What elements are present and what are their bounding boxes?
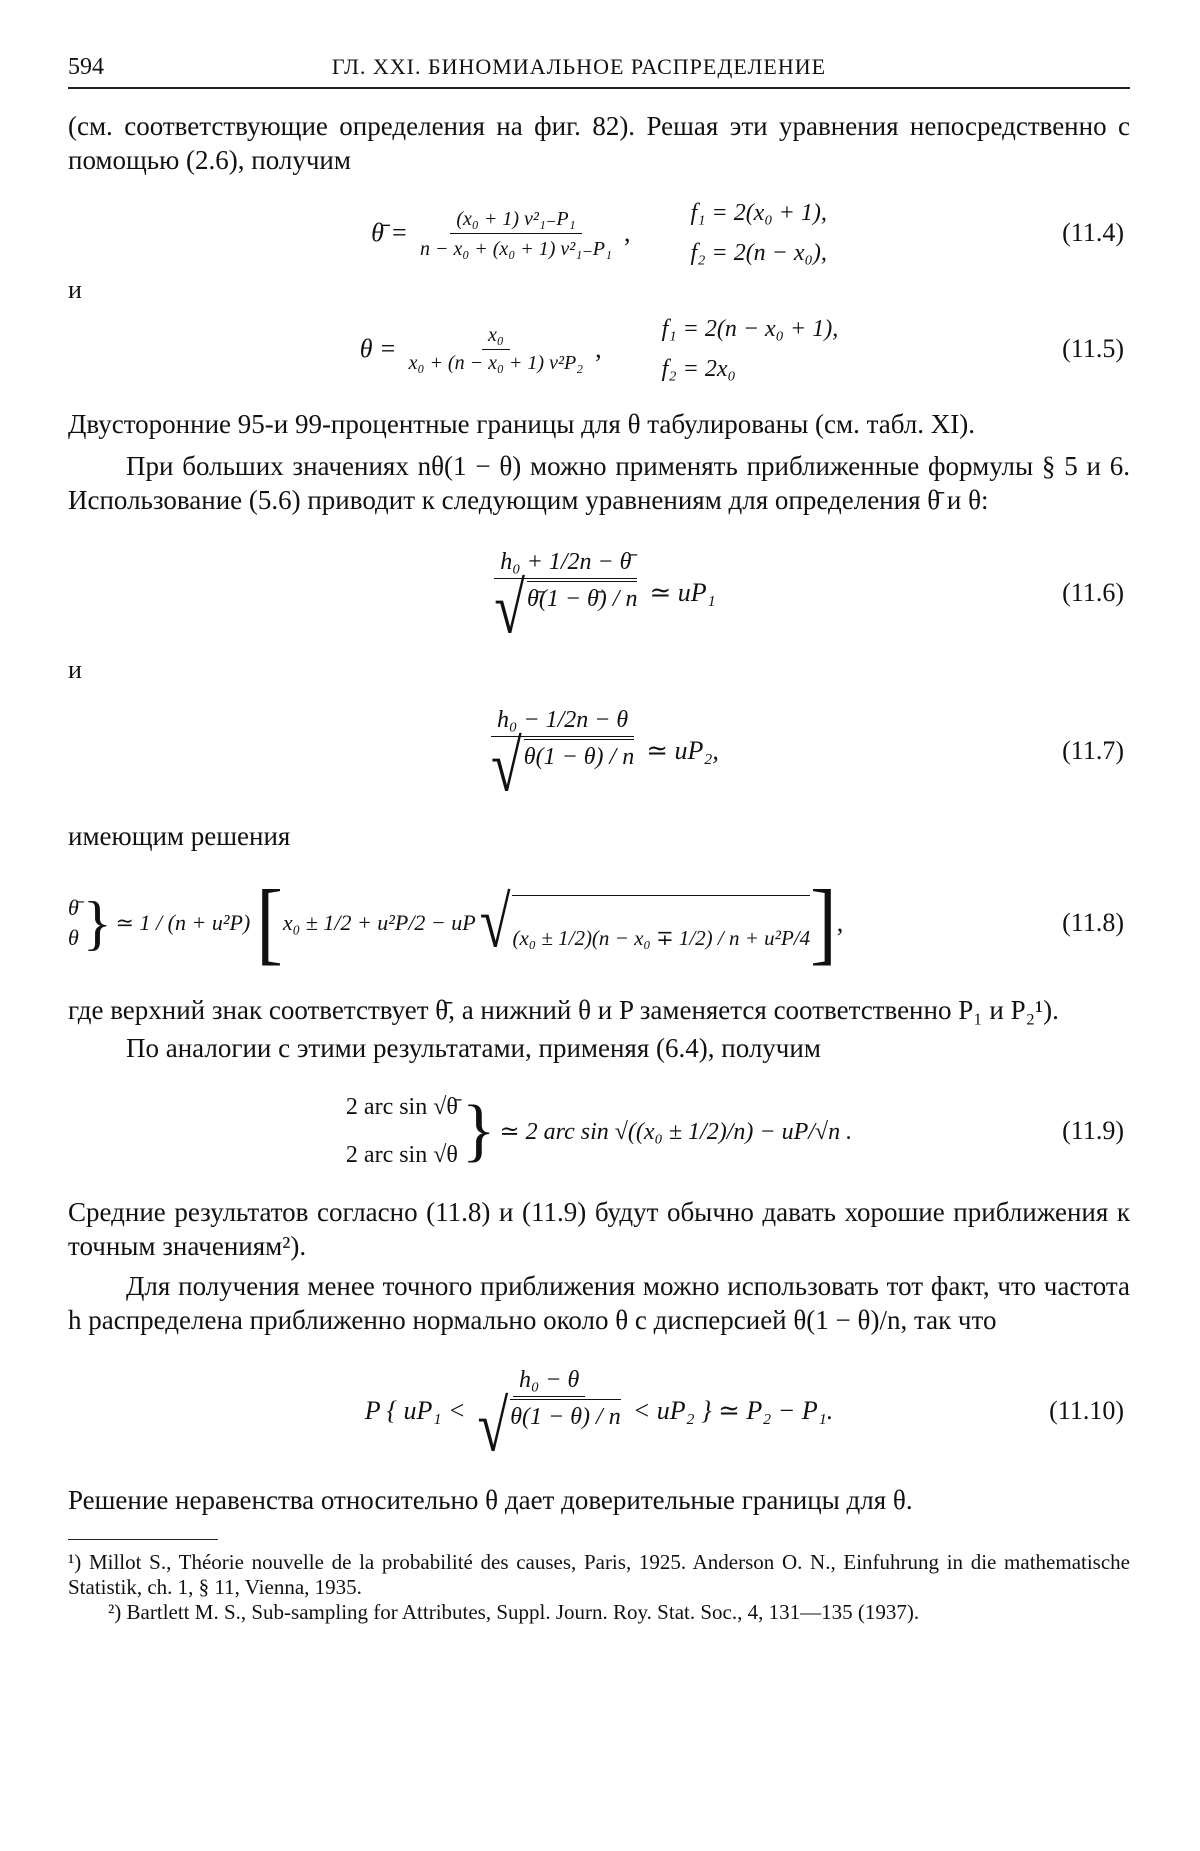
eq11-9-rhs: ≃ 2 arc sin √((x₀ ± 1/2)/n) − uP/√n . [499, 1118, 853, 1145]
eq11-10-numerator: h₀ − θ [513, 1367, 585, 1397]
eq11-7-sqrt [491, 726, 635, 808]
radical-sign: √ [477, 1386, 509, 1468]
eq11-9-lhs-bottom: 2 arc sin √θ [345, 1142, 458, 1168]
paragraph-3: При больших значениях nθ(1 − θ) можно применять приближенные формулы § 5 и 6. Использование (5.6) приводит к следующим уравнениям для определения θ̄ и θ: [68, 451, 1130, 515]
eq11-9-lhs-top: 2 arc sin √θ̄ [345, 1094, 458, 1120]
footnote-2: ²) Bartlett M. S., Sub-sampling for Attributes, Suppl. Journ. Roy. Stat. Soc., 4, 131—135 (1937). [108, 1600, 920, 1624]
eq11-8-radicand: (x₀ ± 1/2)(n − x₀ ∓ 1/2) / n + u²P/4 [512, 895, 810, 951]
eq11-5-number: (11.5) [1062, 334, 1124, 363]
eq11-4-numerator: (x₀ + 1) v²₁₋P₁ [450, 206, 581, 234]
radical-sign: √ [491, 726, 522, 808]
eq11-5-f1: f₁ = 2(n − x₀ + 1), [661, 316, 839, 342]
paragraph-7: Средние результатов согласно (11.8) и (11.9) будут обычно давать хорошие приближения к точным значениям²). [68, 1197, 1130, 1261]
eq11-8-inner: x₀ ± 1/2 + u²P/2 − uP [282, 910, 476, 935]
eq11-5-degrees [662, 309, 839, 389]
equation-11-5: θ = $\frac{\text{x₀}}{\text{x₀ + (n − x₀ + 1) v²P₂}}$ , f₁ = 2(n − x₀ + 1), f₂ = 2x₀ (11.5) [68, 307, 1130, 391]
equation-11-6 [68, 531, 1130, 655]
equation-11-8: θ̄ θ } ≃ 1 / (n + u²P) [ x₀ ± 1/2 + u²P/2 − uP √ (x₀ ± 1/2)(n − x₀ ∓ 1/2) / n + u²P/4 ] , (11.8) [68, 872, 1124, 974]
paragraph-8: Для получения менее точного приближения можно использовать тот факт, что частота h распределена приближенно нормально около θ с дисперсией θ(1 − θ)/n, так что [68, 1271, 1130, 1335]
eq11-8-number: (11.8) [1062, 908, 1124, 937]
paragraph-9: Решение неравенства относительно θ дает доверительные границы для θ. [68, 1485, 913, 1515]
page-number: 594 [68, 54, 104, 80]
eq11-6-number: (11.6) [1062, 578, 1124, 607]
eq11-8-sqrt [479, 882, 811, 964]
right-bracket: ] [810, 872, 837, 974]
eq11-10-fraction [472, 1367, 627, 1468]
eq11-5-fraction [403, 324, 590, 375]
eq11-6-numerator: h₀ + 1/2n − θ̄ [494, 549, 637, 579]
eq11-4-denominator: n − x₀ + (x₀ + 1) v²₁₋P₁ [419, 237, 612, 260]
eq11-8-lhs-top: θ̄ [68, 895, 79, 920]
eq11-4-f1: f₁ = 2(x₀ + 1), [690, 200, 827, 226]
equation-11-4: θ̄ = $\frac{\text{(x₀ + 1) v²₁₋P₁}}{\text{n − x₀ + (x₀ + 1) v²₁₋P₁}}$ , f₁ = 2(x₀ + 1), f₂ = 2(n − x₀), (11.4) [68, 191, 1130, 275]
eq11-10-number: (11.10) [1049, 1396, 1124, 1425]
eq11-7-fraction [485, 707, 640, 808]
eq11-10-radicand: θ(1 − θ) / n [510, 1399, 620, 1455]
eq11-6-fraction [488, 549, 643, 650]
paragraph-2: Двусторонние 95-и 99-процентные границы для θ табулированы (см. табл. XI). [68, 409, 975, 439]
eq11-7-number: (11.7) [1062, 736, 1124, 765]
paragraph-4: имеющим решения [68, 821, 291, 851]
eq11-7-rhs: ≃ uP₂, [646, 736, 719, 765]
eq11-10-right: < uP₂ } ≃ P₂ − P₁. [632, 1396, 834, 1425]
eq11-10-left: P { uP₁ < [364, 1396, 466, 1425]
left-bracket: [ [256, 872, 283, 974]
eq11-8-lhs-bottom: θ [68, 925, 79, 950]
paragraph-5: где верхний знак соответствует θ̄, а нижний θ и P заменяется соответственно P₁ и P₂¹). [68, 995, 1059, 1025]
footnote-separator [68, 1539, 218, 1540]
eq11-5-numerator: x₀ [482, 324, 510, 350]
brace: } [461, 1092, 496, 1169]
running-title: ГЛ. XXI. БИНОМИАЛЬНОЕ РАСПРЕДЕЛЕНИЕ [331, 54, 827, 79]
radical-sign: √ [479, 882, 511, 964]
eq11-10-sqrt [477, 1386, 621, 1468]
eq11-4-lhs: θ̄ = [371, 218, 408, 247]
running-head [68, 54, 1130, 89]
eq11-8-lhs [68, 893, 79, 953]
eq11-7-numerator: h₀ − 1/2n − θ [491, 707, 634, 737]
page [68, 54, 1130, 1625]
eq11-8-prefactor: ≃ 1 / (n + u²P) [115, 910, 251, 935]
eq11-4-number: (11.4) [1062, 218, 1124, 247]
radical-sign: √ [494, 568, 526, 650]
eq11-7-radicand: θ(1 − θ) / n [524, 739, 634, 795]
eq11-4-fraction [414, 206, 618, 261]
equation-11-9 [68, 1075, 1130, 1187]
paragraph-6: По аналогии с этими результатами, применяя (6.4), получим [126, 1033, 821, 1063]
eq11-9-lhs [346, 1083, 458, 1179]
paragraph-1: (см. соответствующие определения на фиг. 82). Решая эти уравнения непосредственно с помощью (2.6), получим [68, 111, 1130, 175]
eq11-6-radicand: θ̄(1 − θ̄) / n [527, 581, 637, 637]
eq11-5-lhs: θ = [359, 334, 397, 363]
eq11-4-degrees [690, 193, 826, 273]
equation-11-7 [68, 689, 1130, 813]
brace: } [82, 889, 112, 956]
eq11-4-f2: f₂ = 2(n − x₀), [690, 240, 827, 266]
equation-11-10 [68, 1353, 1130, 1469]
eq11-6-rhs: ≃ uP₁ [649, 578, 716, 607]
eq11-9-number: (11.9) [1062, 1116, 1124, 1145]
eq11-6-sqrt [494, 568, 638, 650]
conjunction-and-2: и [68, 655, 82, 684]
footnote-1: ¹) Millot S., Théorie nouvelle de la probabilité des causes, Paris, 1925. Anderson O. N., Einfuhrung in die mathematische Statistik, ch. 1, § 11, Vienna, 1935. [68, 1550, 1130, 1599]
eq11-5-f2: f₂ = 2x₀ [661, 356, 736, 382]
eq11-5-denominator: x₀ + (n − x₀ + 1) v²P₂ [408, 351, 584, 374]
conjunction-and-1: и [68, 275, 82, 304]
